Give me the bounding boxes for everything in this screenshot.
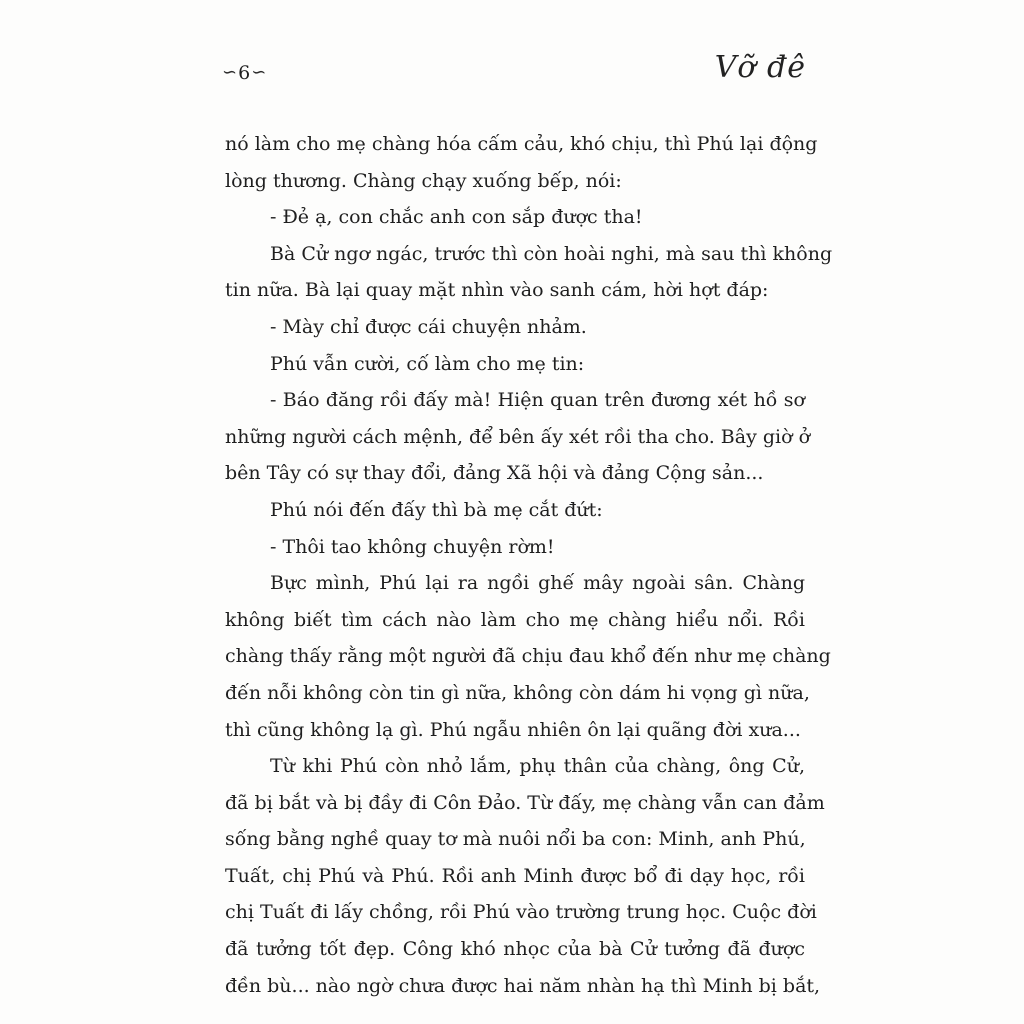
chapter-title: Vỡ đê: [714, 50, 806, 85]
left-flourish-icon: ∽: [222, 62, 238, 83]
text-line: Bà Cử ngơ ngác, trước thì còn hoài nghi, mà sau thì không: [270, 242, 833, 265]
text-line: Tuất, chị Phú và Phú. Rồi anh Minh được bổ đi dạy học, rồi: [225, 864, 805, 887]
text-line: lòng thương. Chàng chạy xuống bếp, nói:: [225, 169, 622, 192]
text-line: không biết tìm cách nào làm cho mẹ chàng hiểu nổi. Rồi: [225, 608, 805, 631]
body-text: [225, 126, 833, 1004]
page-header: [222, 50, 806, 94]
text-line: - Thôi tao không chuyện rờm!: [270, 535, 555, 558]
text-line: chị Tuất đi lấy chồng, rồi Phú vào trường trung học. Cuộc đời: [225, 901, 817, 924]
text-line: đã bị bắt và bị đầy đi Côn Đảo. Từ đấy, mẹ chàng vẫn can đảm: [225, 791, 825, 814]
text-line: đến nỗi không còn tin gì nữa, không còn dám hi vọng gì nữa,: [225, 681, 810, 704]
text-line: - Mày chỉ được cái chuyện nhảm.: [270, 315, 587, 338]
text-line: - Đẻ ạ, con chắc anh con sắp được tha!: [270, 206, 643, 229]
text-line: đã tưởng tốt đẹp. Công khó nhọc của bà Cử tưởng đã được: [225, 938, 805, 961]
text-line: tin nữa. Bà lại quay mặt nhìn vào sanh cám, hời hợt đáp:: [225, 279, 769, 302]
text-line: đền bù... nào ngờ chưa được hai năm nhàn hạ thì Minh bị bắt,: [225, 974, 821, 997]
page-number-group: [222, 62, 266, 84]
text-line: thì cũng không lạ gì. Phú ngẫu nhiên ôn lại quãng đời xưa...: [225, 718, 801, 741]
text-line: nó làm cho mẹ chàng hóa cấm cảu, khó chịu, thì Phú lại động: [225, 133, 818, 155]
text-line: Bực mình, Phú lại ra ngồi ghế mây ngoài sân. Chàng: [270, 572, 805, 595]
text-line: sống bằng nghề quay tơ mà nuôi nổi ba con: Minh, anh Phú,: [225, 828, 806, 851]
text-line: Phú nói đến đấy thì bà mẹ cắt đứt:: [270, 498, 603, 521]
page-number: 6: [238, 62, 251, 84]
text-line: - Báo đăng rồi đấy mà! Hiện quan trên đương xét hồ sơ: [270, 389, 805, 412]
text-line: Phú vẫn cười, cố làm cho mẹ tin:: [270, 352, 585, 375]
text-line: những người cách mệnh, để bên ấy xét rồi tha cho. Bây giờ ở: [225, 425, 811, 448]
right-flourish-icon: ∽: [251, 62, 267, 83]
text-line: chàng thấy rằng một người đã chịu đau khổ đến như mẹ chàng: [225, 645, 831, 668]
text-line: Từ khi Phú còn nhỏ lắm, phụ thân của chàng, ông Cử,: [270, 755, 805, 778]
text-line: bên Tây có sự thay đổi, đảng Xã hội và đảng Cộng sản...: [225, 462, 764, 485]
